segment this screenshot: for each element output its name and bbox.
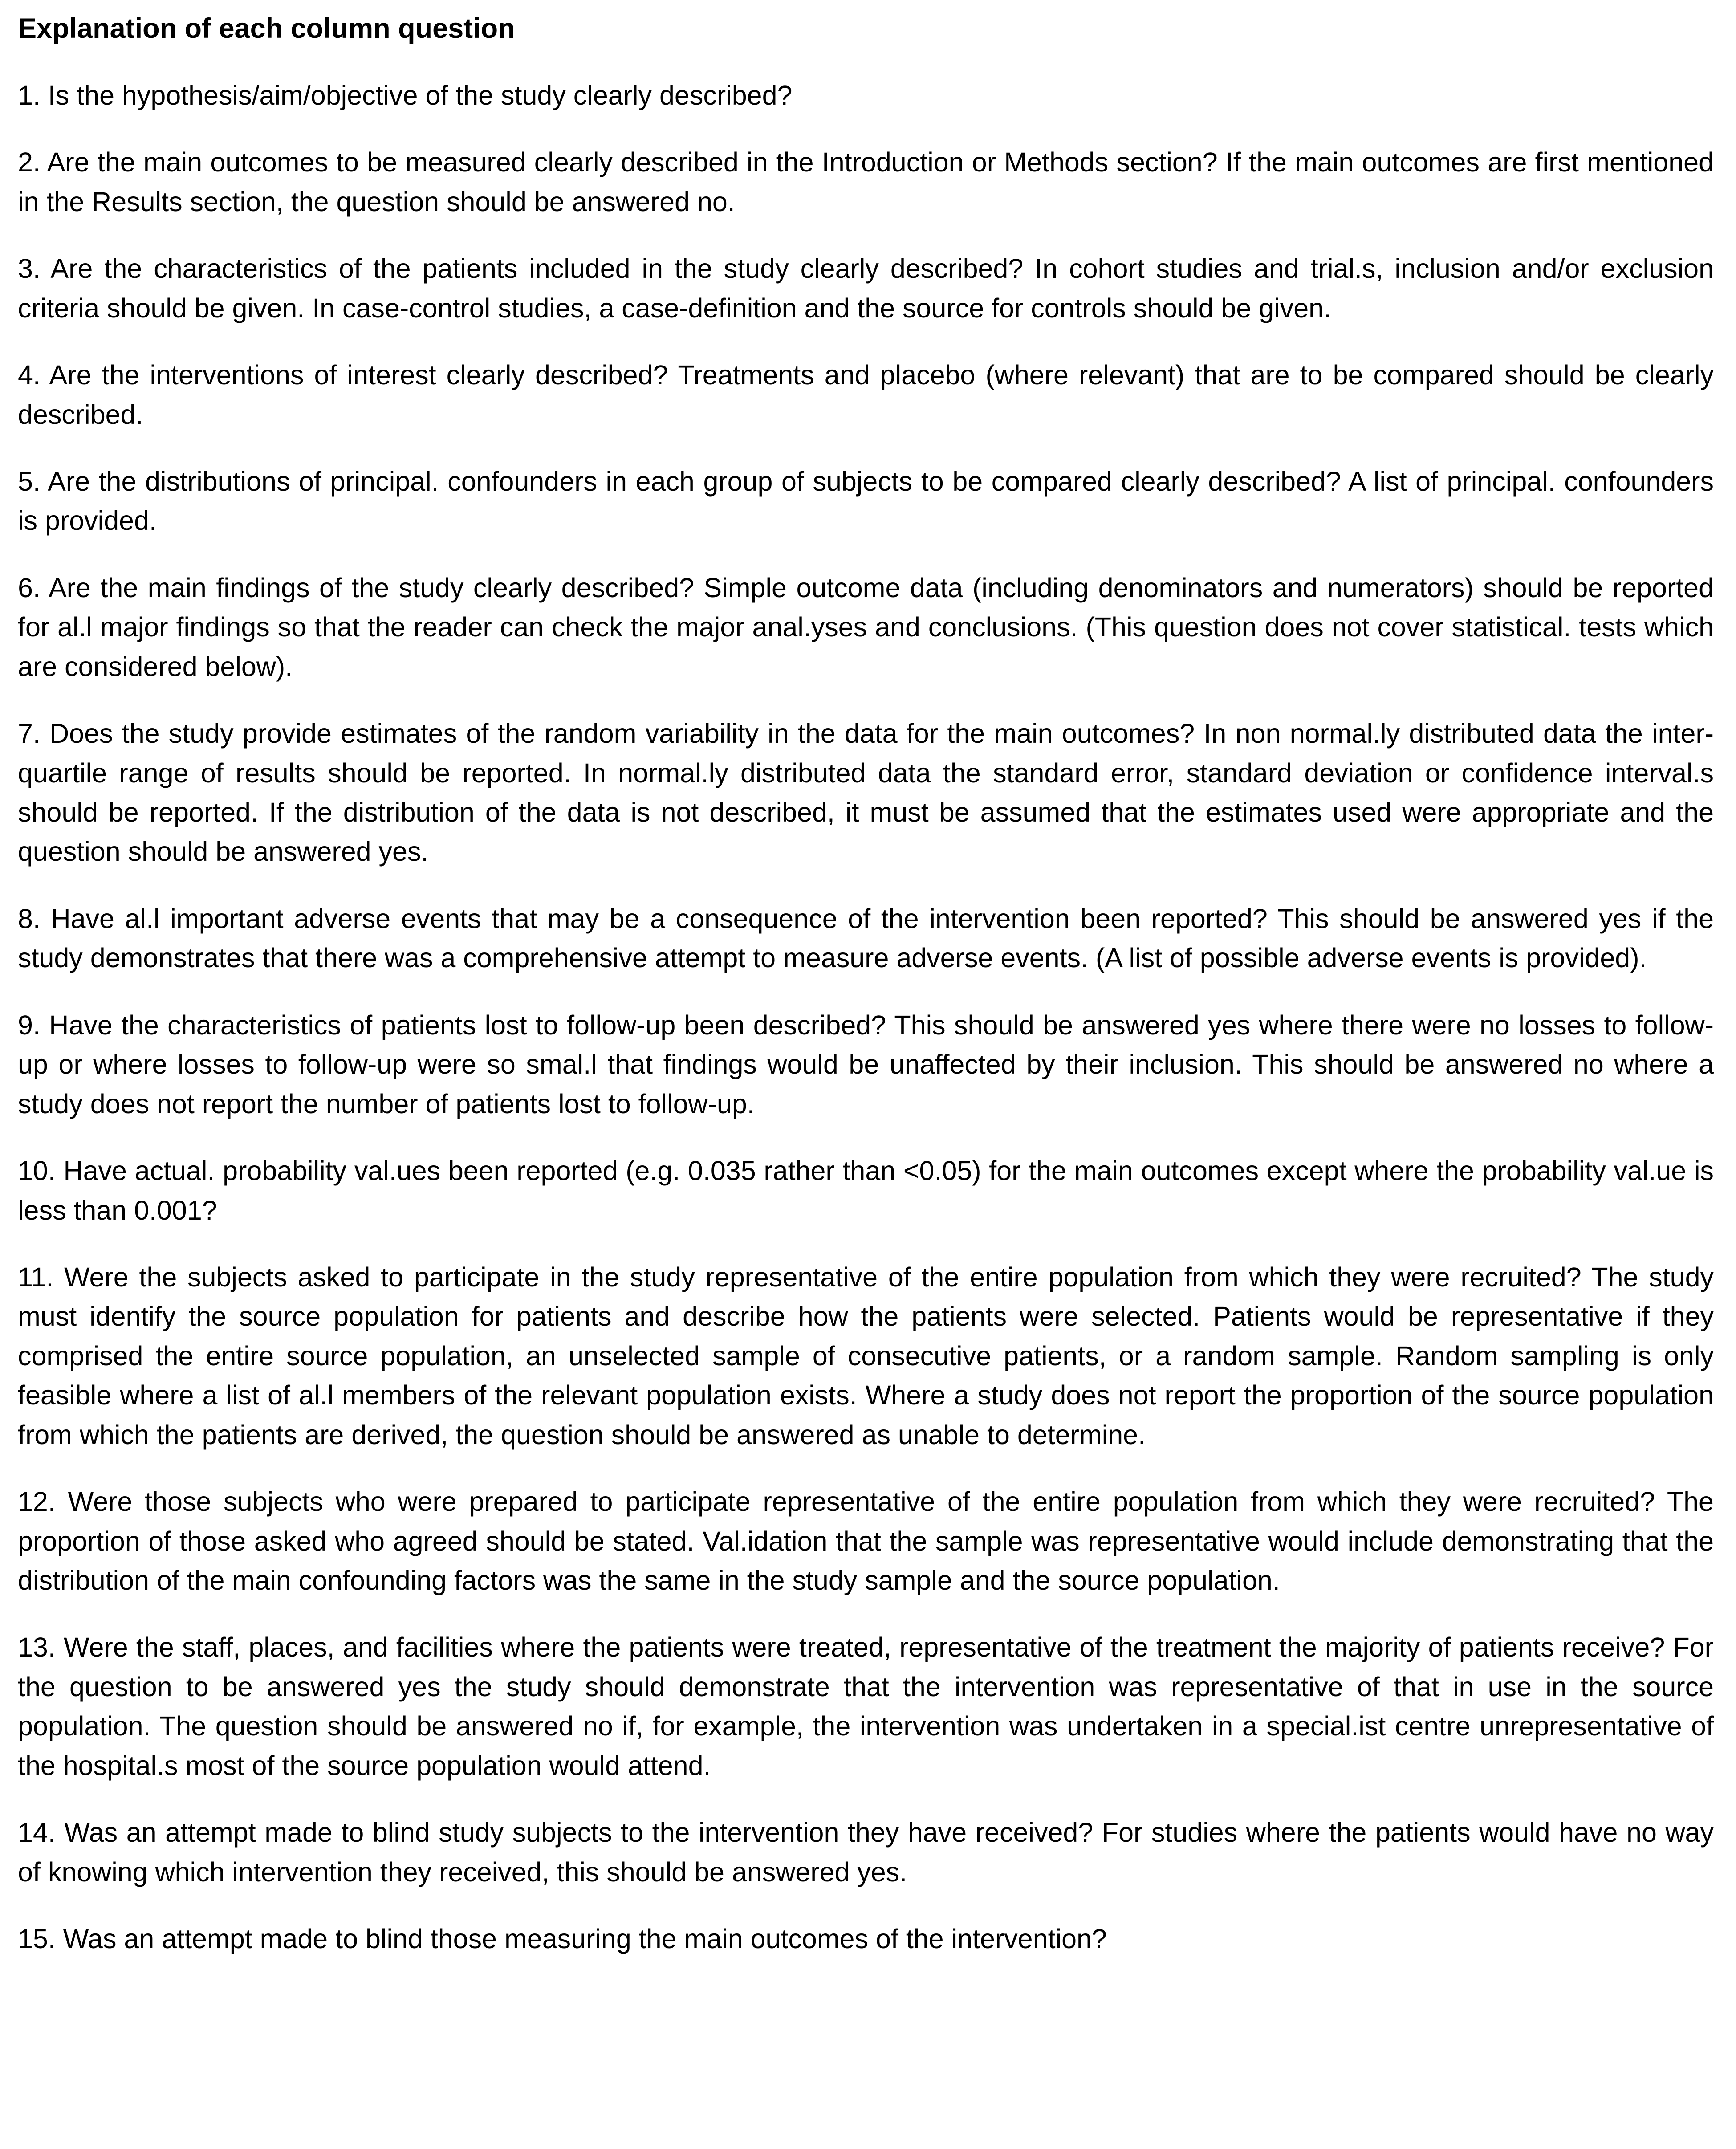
explanation-paragraph-2: 2. Are the main outcomes to be measured clearly described in the Introduction or Methods section? If the main outcomes are first mentioned in the Results section, the question should be answered no. <box>18 147 1714 217</box>
explanation-paragraph-14: 14. Was an attempt made to blind study subjects to the intervention they have received? For studies where the patients would have no way of knowing which intervention they received, this should be answered yes. <box>18 1817 1714 1887</box>
explanation-paragraph-13: 13. Were the staff, places, and facilities where the patients were treated, representative of the treatment the majority of patients receive? For the question to be answered yes the study should demonstrate that the intervention was representative of that in use in the source population. The question should be answered no if, for example, the intervention was undertaken in a special.ist centre unrepresentative of the hospital.s most of the source population would attend. <box>18 1632 1714 1781</box>
explanation-paragraph-11: 11. Were the subjects asked to participate in the study representative of the entire population from which they were recruited? The study must identify the source population for patients and describe how the patients were selected. Patients would be representative if they comprised the entire source population, an unselected sample of consecutive patients, or a random sample. Random sampling is only feasible where a list of al.l members of the relevant population exists. Where a study does not report the proportion of the source population from which the patients are derived, the question should be answered as unable to determine. <box>18 1262 1714 1450</box>
explanation-paragraph-6: 6. Are the main findings of the study clearly described? Simple outcome data (including denominators and numerators) should be reported for al.l major findings so that the reader can check the major anal.yses and conclusions. (This question does not cover statistical. tests which are considered below). <box>18 572 1714 682</box>
document-heading: Explanation of each column question <box>18 13 515 44</box>
explanation-paragraph-9: 9. Have the characteristics of patients lost to follow-up been described? This should be answered yes where there were no losses to follow-up or where losses to follow-up were so smal.l that findings would be unaffected by their inclusion. This should be answered no where a study does not report the number of patients lost to follow-up. <box>18 1009 1714 1119</box>
explanation-paragraph-5: 5. Are the distributions of principal. confounders in each group of subjects to be compared clearly described? A list of principal. confounders is provided. <box>18 466 1714 536</box>
explanation-paragraph-12: 12. Were those subjects who were prepared to participate representative of the entire population from which they were recruited? The proportion of those asked who agreed should be stated. Val.idation that the sample was representative would include demonstrating that the distribution of the main confounding factors was the same in the study sample and the source population. <box>18 1486 1714 1596</box>
explanation-paragraph-10: 10. Have actual. probability val.ues been reported (e.g. 0.035 rather than <0.05) for the main outcomes except where the probability val.ue is less than 0.001? <box>18 1156 1714 1225</box>
explanation-paragraph-15: 15. Was an attempt made to blind those measuring the main outcomes of the intervention? <box>18 1924 1107 1954</box>
explanation-paragraph-7: 7. Does the study provide estimates of the random variability in the data for the main outcomes? In non normal.ly distributed data the inter-quartile range of results should be reported. In normal.ly distributed data the standard error, standard deviation or confidence interval.s should be reported. If the distribution of the data is not described, it must be assumed that the estimates used were appropriate and the question should be answered yes. <box>18 718 1714 867</box>
explanation-paragraph-4: 4. Are the interventions of interest clearly described? Treatments and placebo (where relevant) that are to be compared should be clearly described. <box>18 360 1714 430</box>
explanation-paragraph-3: 3. Are the characteristics of the patients included in the study clearly described? In cohort studies and trial.s, inclusion and/or exclusion criteria should be given. In case-control studies, a case-definition and the source for controls should be given. <box>18 253 1714 323</box>
explanation-paragraph-1: 1. Is the hypothesis/aim/objective of the study clearly described? <box>18 80 793 110</box>
explanation-paragraph-8: 8. Have al.l important adverse events that may be a consequence of the intervention been reported? This should be answered yes if the study demonstrates that there was a comprehensive attempt to measure adverse events. (A list of possible adverse events is provided). <box>18 903 1714 973</box>
